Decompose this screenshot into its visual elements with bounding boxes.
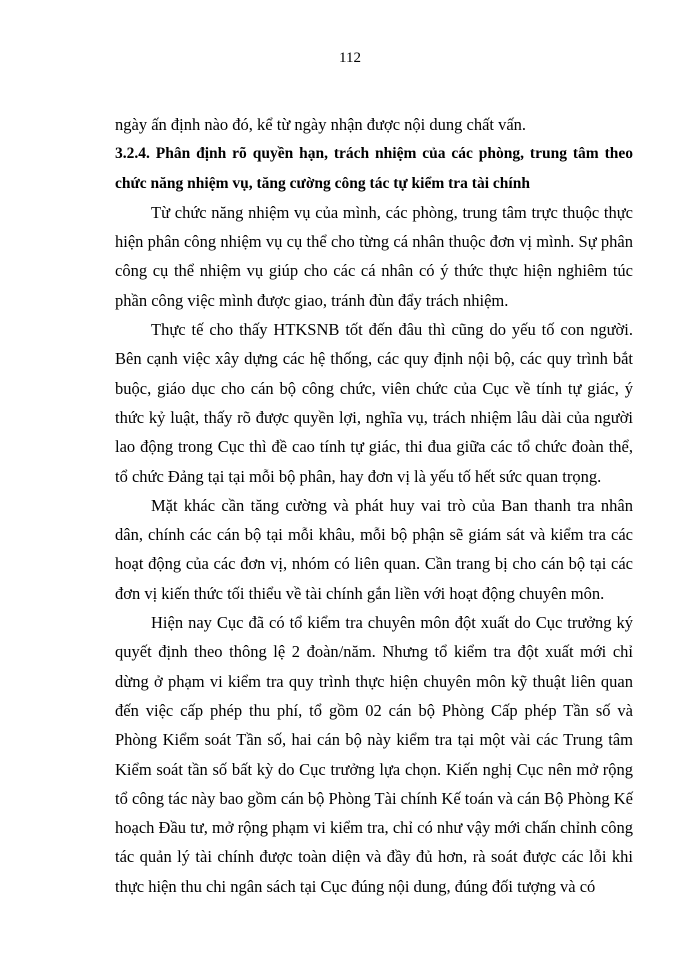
body-paragraph: Từ chức năng nhiệm vụ của mình, các phòng, trung tâm trực thuộc thực hiện phân công nhiệm vụ cụ thể cho từng cá nhân thuộc đơn vị mình. Sự phân công cụ thể nhiệm vụ giúp cho các cá nhân có ý thức thực hiện nghiêm túc phần công việc mình được giao, tránh đùn đẩy trách nhiệm. <box>115 202 633 310</box>
document-body <box>115 110 633 901</box>
page-number: 112 <box>339 50 361 66</box>
body-paragraph: Thực tế cho thấy HTKSNB tốt đến đâu thì cũng do yếu tố con người. Bên cạnh việc xây dựng các hệ thống, các quy định nội bộ, các quy trình bắt buộc, giáo dục cho cán bộ công chức, viên chức của Cục về tính tự giác, ý thức kỷ luật, thấy rõ được quyền lợi, nghĩa vụ, trách nhiệm lâu dài của người lao động trong Cục thì đề cao tính tự giác, thi đua giữa các tổ chức đoàn thể, tổ chức Đảng tại tại mỗi bộ phân, hay đơn vị là yếu tố hết sức quan trọng. <box>115 320 633 486</box>
continuation-paragraph: ngày ấn định nào đó, kể từ ngày nhận được nội dung chất vấn. <box>115 115 527 134</box>
section-heading: 3.2.4. Phân định rõ quyền hạn, trách nhiệm của các phòng, trung tâm theo chức năng nhiệm vụ, tăng cường công tác tự kiểm tra tài chính <box>115 145 633 192</box>
body-paragraph: Mặt khác cần tăng cường và phát huy vai trò của Ban thanh tra nhân dân, chính các cán bộ tại mỗi khâu, mỗi bộ phận sẽ giám sát và kiểm tra các hoạt động của các đơn vị, nhóm có liên quan. Cần trang bị cho cán bộ tại các đơn vị kiến thức tối thiểu về tài chính gắn liền với hoạt động chuyên môn. <box>115 495 633 603</box>
body-paragraph: Hiện nay Cục đã có tổ kiểm tra chuyên môn đột xuất do Cục trưởng ký quyết định theo thông lệ 2 đoàn/năm. Nhưng tổ kiểm tra đột xuất mới chỉ dừng ở phạm vi kiểm tra quy trình thực hiện chuyên môn kỹ thuật liên quan đến việc cấp phép thu phí, tổ gồm 02 cán bộ Phòng Cấp phép Tần số và Phòng Kiểm soát Tần số, hai cán bộ này kiểm tra tại một vài các Trung tâm Kiểm soát tần số bất kỳ do Cục trưởng lựa chọn. Kiến nghị Cục nên mở rộng tổ công tác này bao gồm cán bộ Phòng Tài chính Kế toán và cán Bộ Phòng Kế hoạch Đầu tư, mở rộng phạm vi kiểm tra, chỉ có như vậy mới chấn chỉnh công tác quản lý tài chính được toàn diện và đầy đủ hơn, rà soát được các lỗi khi thực hiện thu chi ngân sách tại Cục đúng nội dung, đúng đối tượng và có <box>115 613 633 896</box>
